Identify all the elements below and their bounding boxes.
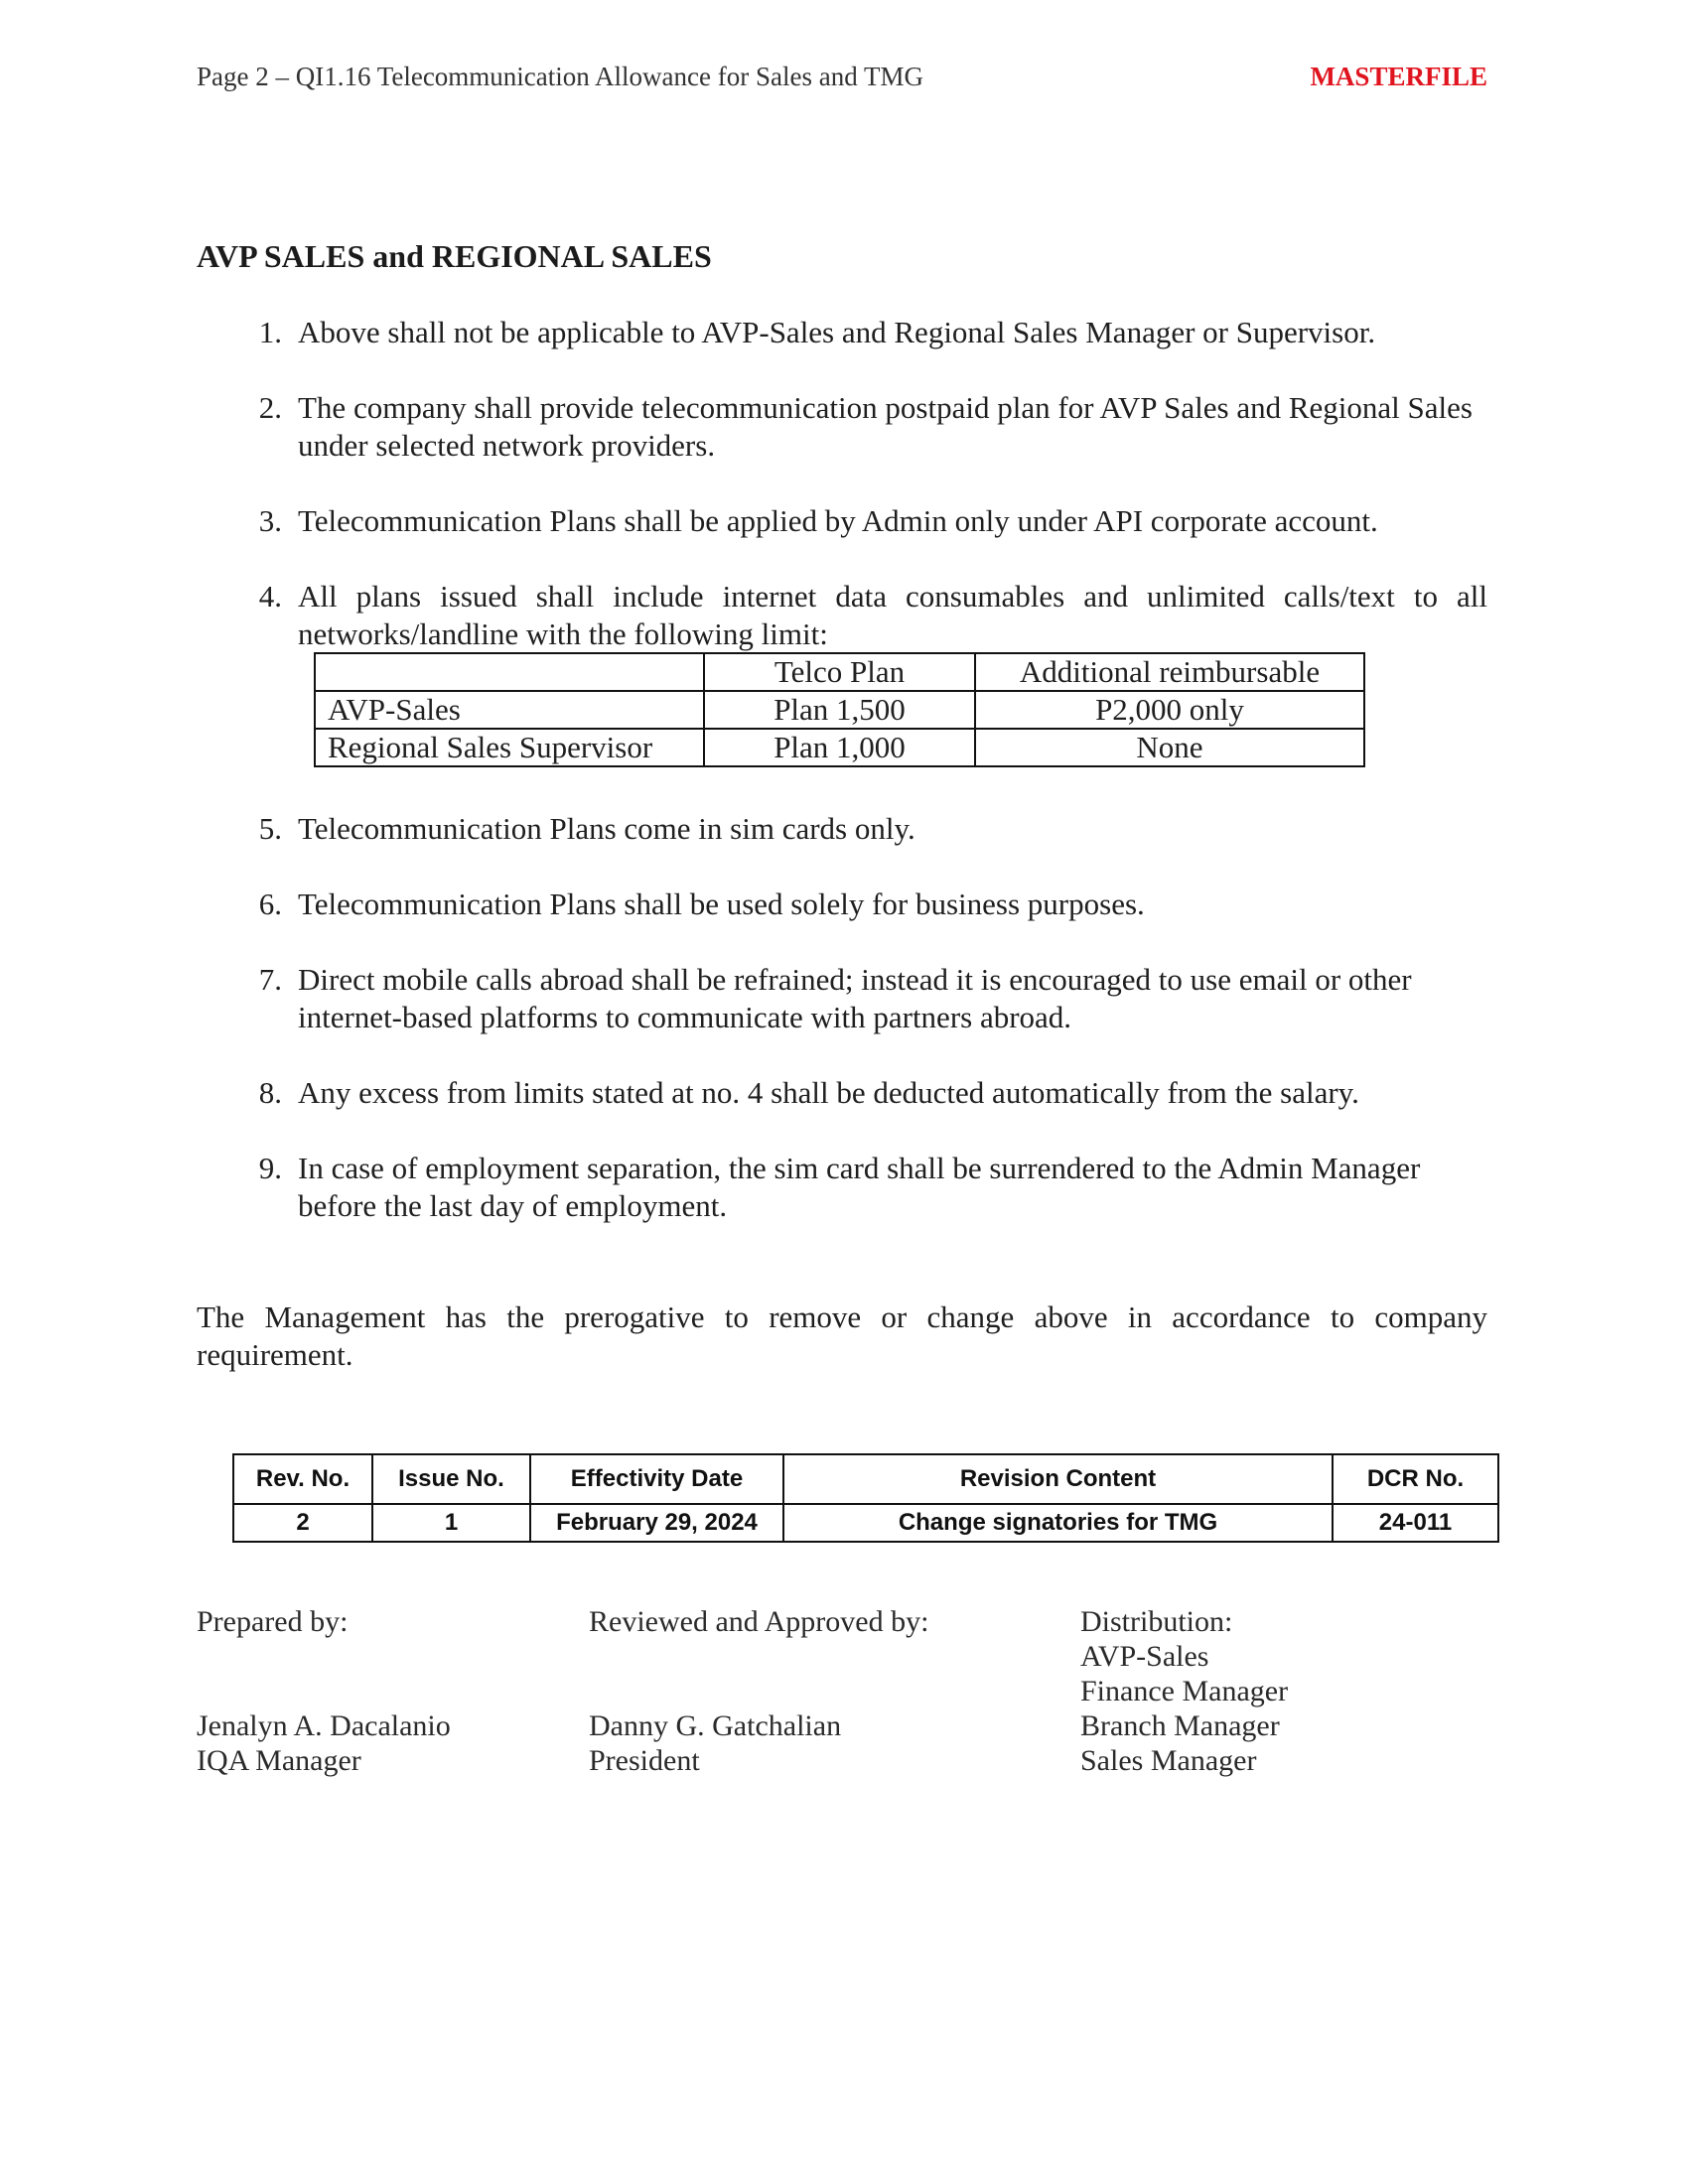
table-cell: AVP-Sales	[315, 691, 704, 729]
header-revision-content: Revision Content	[783, 1454, 1333, 1504]
table-cell	[315, 653, 704, 691]
list-text: All plans issued shall include internet data consumables and unlimited calls/text to all networks/landline with the following limit:	[298, 579, 1487, 651]
distribution-item: Finance Manager	[1080, 1675, 1289, 1707]
table-header-row	[315, 653, 1364, 691]
list-number: 1.	[258, 315, 282, 349]
plan-limit-table	[314, 652, 1365, 767]
list-text: Direct mobile calls abroad shall be refrained; instead it is encouraged to use email or other internet-based platforms to communicate with partners abroad.	[298, 962, 1412, 1034]
header-effectivity-date: Effectivity Date	[530, 1454, 783, 1504]
table-cell: 24-011	[1333, 1504, 1498, 1542]
reviewed-by-name: Danny G. Gatchalian	[589, 1709, 842, 1742]
table-cell: Regional Sales Supervisor	[315, 729, 704, 766]
table-cell: Change signatories for TMG	[783, 1504, 1333, 1542]
prepared-by-name: Jenalyn A. Dacalanio	[197, 1709, 451, 1742]
page-header	[197, 62, 1487, 101]
table-header-row	[233, 1454, 1498, 1504]
list-text: Telecommunication Plans shall be used solely for business purposes.	[298, 887, 1145, 921]
table-row	[315, 691, 1364, 729]
table-cell: 1	[372, 1504, 530, 1542]
reviewed-by-title: President	[589, 1744, 700, 1777]
table-cell: 2	[233, 1504, 372, 1542]
list-number: 2.	[258, 390, 282, 425]
table-cell: Plan 1,000	[704, 729, 975, 766]
list-text: Telecommunication Plans shall be applied by Admin only under API corporate account.	[298, 503, 1378, 538]
distribution-item: Sales Manager	[1080, 1744, 1257, 1777]
header-rev-no: Rev. No.	[233, 1454, 372, 1504]
revision-table	[232, 1453, 1499, 1543]
table-cell: None	[975, 729, 1364, 766]
table-cell: P2,000 only	[975, 691, 1364, 729]
prepared-by-label: Prepared by:	[197, 1605, 349, 1638]
list-text: Telecommunication Plans come in sim cards only.	[298, 811, 915, 846]
list-number: 6.	[258, 887, 282, 921]
list-number: 9.	[258, 1151, 282, 1185]
list-number: 8.	[258, 1075, 282, 1110]
header-issue-no: Issue No.	[372, 1454, 530, 1504]
list-text: Any excess from limits stated at no. 4 shall be deducted automatically from the salary.	[298, 1075, 1359, 1110]
masterfile-badge: MASTERFILE	[1310, 62, 1487, 91]
list-text: Above shall not be applicable to AVP-Sales and Regional Sales Manager or Supervisor.	[298, 315, 1376, 349]
section-title: AVP SALES and REGIONAL SALES	[197, 238, 712, 274]
list-text: The company shall provide telecommunication postpaid plan for AVP Sales and Regional Sales under selected network providers.	[298, 390, 1473, 463]
reviewed-by-label: Reviewed and Approved by:	[589, 1605, 929, 1638]
distribution-item: AVP-Sales	[1080, 1640, 1209, 1673]
table-row	[315, 729, 1364, 766]
distribution-item: Branch Manager	[1080, 1709, 1280, 1742]
table-row	[233, 1504, 1498, 1542]
table-header-telco-plan: Telco Plan	[704, 653, 975, 691]
list-number: 4.	[258, 579, 282, 614]
list-number: 7.	[258, 962, 282, 997]
list-text: In case of employment separation, the sim card shall be surrendered to the Admin Manager before the last day of employment.	[298, 1151, 1421, 1223]
list-number: 5.	[258, 811, 282, 846]
distribution-label: Distribution:	[1080, 1605, 1233, 1638]
table-cell: Plan 1,500	[704, 691, 975, 729]
prepared-by-title: IQA Manager	[197, 1744, 361, 1777]
closing-paragraph: The Management has the prerogative to remove or change above in accordance to company requirement.	[197, 1299, 1487, 1372]
table-header-additional-reimbursable: Additional reimbursable	[975, 653, 1364, 691]
header-dcr-no: DCR No.	[1333, 1454, 1498, 1504]
table-cell: February 29, 2024	[530, 1504, 783, 1542]
list-number: 3.	[258, 503, 282, 538]
header-title: Page 2 – QI1.16 Telecommunication Allowance for Sales and TMG	[197, 62, 923, 91]
